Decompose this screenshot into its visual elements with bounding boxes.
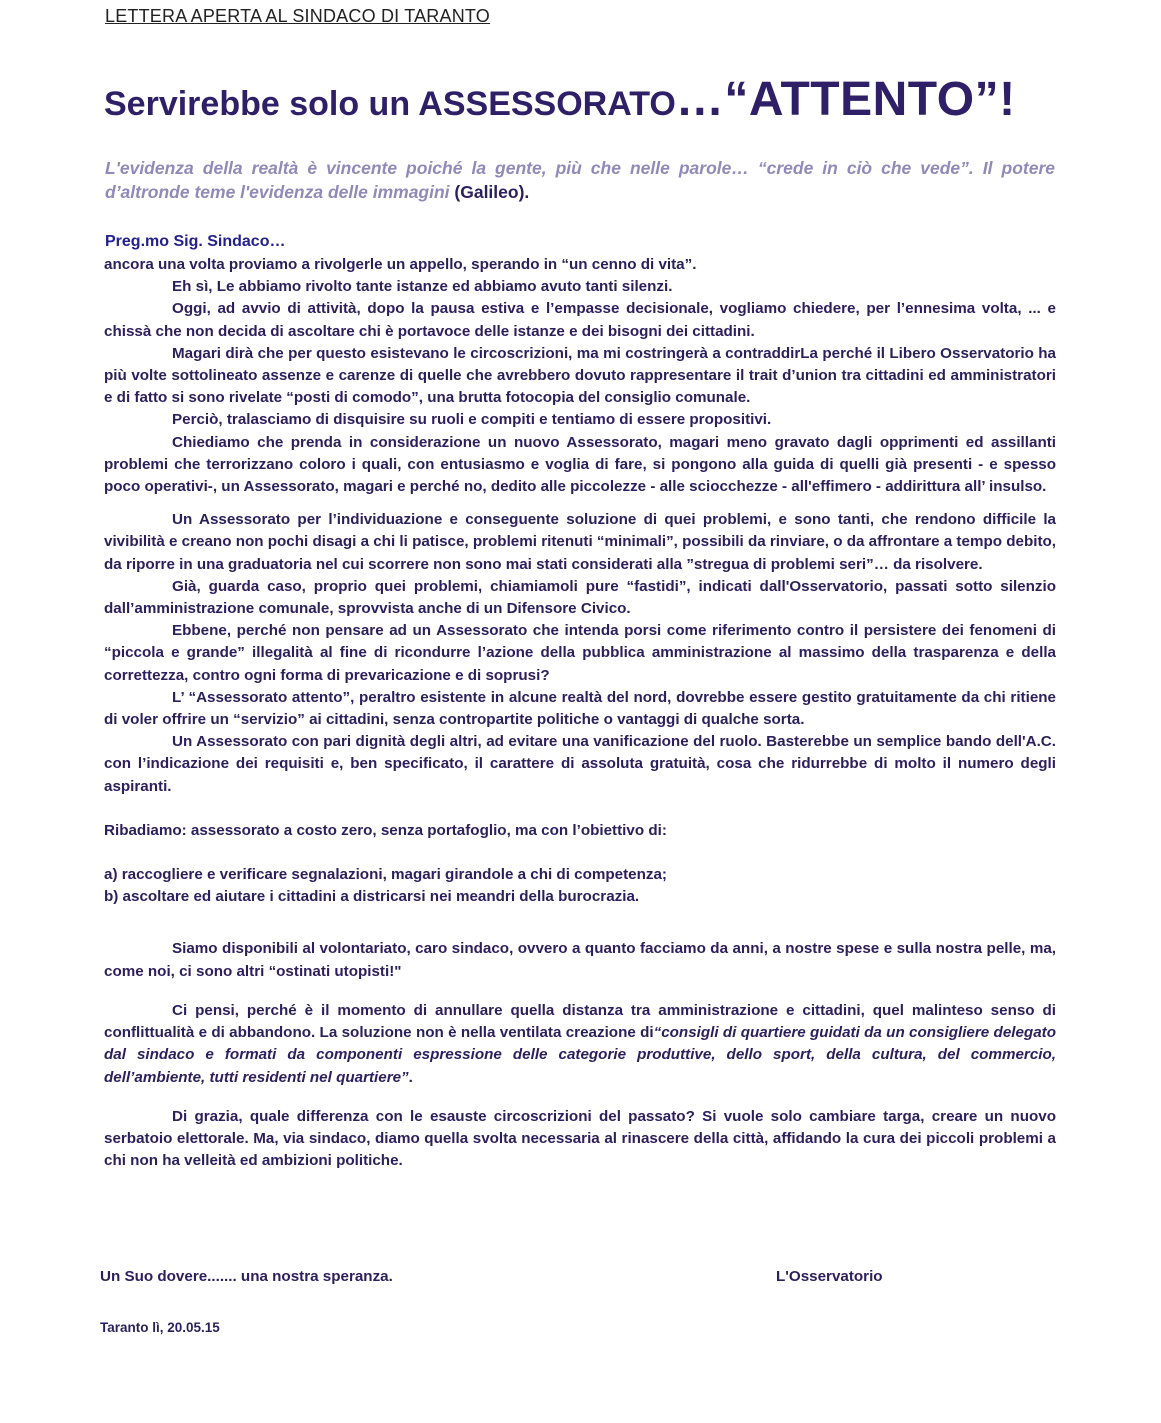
paragraph-2: Eh sì, Le abbiamo rivolto tante istanze ed abbiamo avuto tanti silenzi. [172, 278, 673, 296]
headline-part3: …“ATTENTO”! [675, 73, 1016, 126]
letter-body [104, 254, 1056, 1172]
paragraph-14-start: Ci pensi, perché è il momento di annullare quella distanza tra amministrazione e cittadini, quel malinteso senso di conflittualità e di abbandono. La soluzione non è nella ventilata creazione di [104, 1001, 1056, 1042]
paragraph-11: Un Assessorato con pari dignità degli altri, ad evitare una vanificazione del ruolo. Basterebbe un semplice bando dell'A.C. con l’indicazione dei requisiti e, ben specificato, il carattere di assoluta gratuità, cosa che ridurrebbe di molto il numero degli aspiranti. [104, 733, 1056, 795]
paragraph-14-end: . [408, 1068, 413, 1086]
letter-date: Taranto lì, 20.05.15 [100, 1320, 220, 1335]
paragraph-5: Perciò, tralasciamo di disquisire su ruoli e compiti e tentiamo di essere propositivi. [172, 411, 772, 429]
list-item-b: b) ascoltare ed aiutare i cittadini a districarsi nei meandri della burocrazia. [104, 888, 640, 906]
epigraph-quote [105, 156, 1055, 204]
signature: L'Osservatorio [776, 1268, 883, 1285]
paragraph-8: Già, guarda caso, proprio quei problemi, chiamiamoli pure “fastidi”, indicati dall'Osservatorio, passati sotto silenzio dall’amministrazione comunale, sprovvista anche di un Difensore Civico. [104, 577, 1056, 618]
epigraph-line1: L'evidenza della realtà è vincente poiché la gente, più che nelle parole… “crede in ciò che vede”. [105, 158, 974, 178]
paragraph-9: Ebbene, perché non pensare ad un Assessorato che intenda porsi come riferimento contro il persistere dei fenomeni di “piccola e grande” illegalità al fine di ricondurre l’azione della pubblica amministrazione al massimo della trasparenza e della correttezza, contro ogni forma di prevaricazione e di soprusi? [104, 622, 1056, 684]
paragraph-10: L’ “Assessorato attento”, peraltro esistente in alcune realtà del nord, dovrebbe essere gestito gratuitamente da chi ritiene di voler offrire un “servizio” ai cittadini, senza contropartite politiche o vantaggi di qualche sorta. [104, 688, 1056, 729]
closing-text: Un Suo dovere....... una nostra speranza. [100, 1268, 393, 1285]
paragraph-3: Oggi, ad avvio di attività, dopo la pausa estiva e l’empasse decisionale, vogliamo chiedere, per l’ennesima volta, ... e chissà che non decida di ascoltare chi è portavoce delle istanze e dei bisogni dei cittadini. [104, 300, 1056, 340]
paragraph-13: Siamo disponibili al volontariato, caro sindaco, ovvero a quanto facciamo da anni, a nostre spese e sulla nostra pelle, ma, come noi, ci sono altri “ostinati utopisti!" [104, 940, 1056, 980]
closing-line [100, 1268, 900, 1285]
paragraph-1: ancora una volta proviamo a rivolgerle un appello, sperando in “un cenno di vita”. [104, 256, 697, 273]
epigraph-line2: Il potere d’altronde teme l'evidenza delle immagini [105, 158, 1055, 202]
paragraph-15: Di grazia, quale differenza con le esauste circoscrizioni del passato? Si vuole solo cambiare targa, creare un nuovo serbatoio elettorale. Ma, via sindaco, diamo quella svolta necessaria al rinascere della città, affidando la cura dei piccoli problemi a chi non ha velleità ed ambizioni politiche. [104, 1107, 1056, 1170]
letter-header: LETTERA APERTA AL SINDACO DI TARANTO [105, 6, 490, 26]
epigraph-source: (Galileo). [449, 182, 530, 202]
salutation: Preg.mo Sig. Sindaco… [105, 233, 286, 250]
paragraph-14 [104, 1000, 1056, 1089]
letter-headline [104, 72, 1016, 127]
paragraph-14-quote: “consigli di quartiere guidati da un consigliere delegato dal sindaco e formati da componenti espressione delle categorie produttive, dello sport, della cultura, del commercio, dell’ambiente, tutti residenti nel quartiere” [104, 1024, 1056, 1086]
list-item-a: a) raccogliere e verificare segnalazioni, magari girandole a chi di competenza; [104, 866, 667, 884]
paragraph-12: Ribadiamo: assessorato a costo zero, senza portafoglio, ma con l’obiettivo di: [104, 821, 667, 839]
paragraph-7: Un Assessorato per l’individuazione e conseguente soluzione di quei problemi, e sono tanti, che rendono difficile la vivibilità e creano non pochi disagi a chi li patisce, problemi ritenuti “minimali”, possibili da rinviare, o da affrontare a tempo debito, da riporre in una graduatoria nel cui scorrere non sono mai stati considerati alla ”stregua di problemi seri”… da risolvere. [104, 511, 1056, 573]
paragraph-4: Magari dirà che per questo esistevano le circoscrizioni, ma mi costringerà a contraddirLa perché il Libero Osservatorio ha più volte sottolineato assenze e carenze di quelle che avrebbero dovuto rappresentare il trait d’union tra cittadini ed amministratori e di fatto si sono rivelate “posti di comodo”, una brutta fotocopia del consiglio comunale. [104, 344, 1056, 407]
paragraph-6: Chiediamo che prenda in considerazione un nuovo Assessorato, magari meno gravato dagli opprimenti ed assillanti problemi che terrorizzano coloro i quali, con entusiasmo e voglia di fare, si pongono alla guida di quelli già presenti - e spesso poco operativi-, un Assessorato, magari e perché no, dedito alle piccolezze - alle sciocchezze - all'effimero - addirittura all’ insulso. [104, 433, 1056, 496]
headline-part1: Servirebbe solo un [104, 85, 419, 123]
headline-part2: ASSESSORATO [418, 85, 676, 123]
